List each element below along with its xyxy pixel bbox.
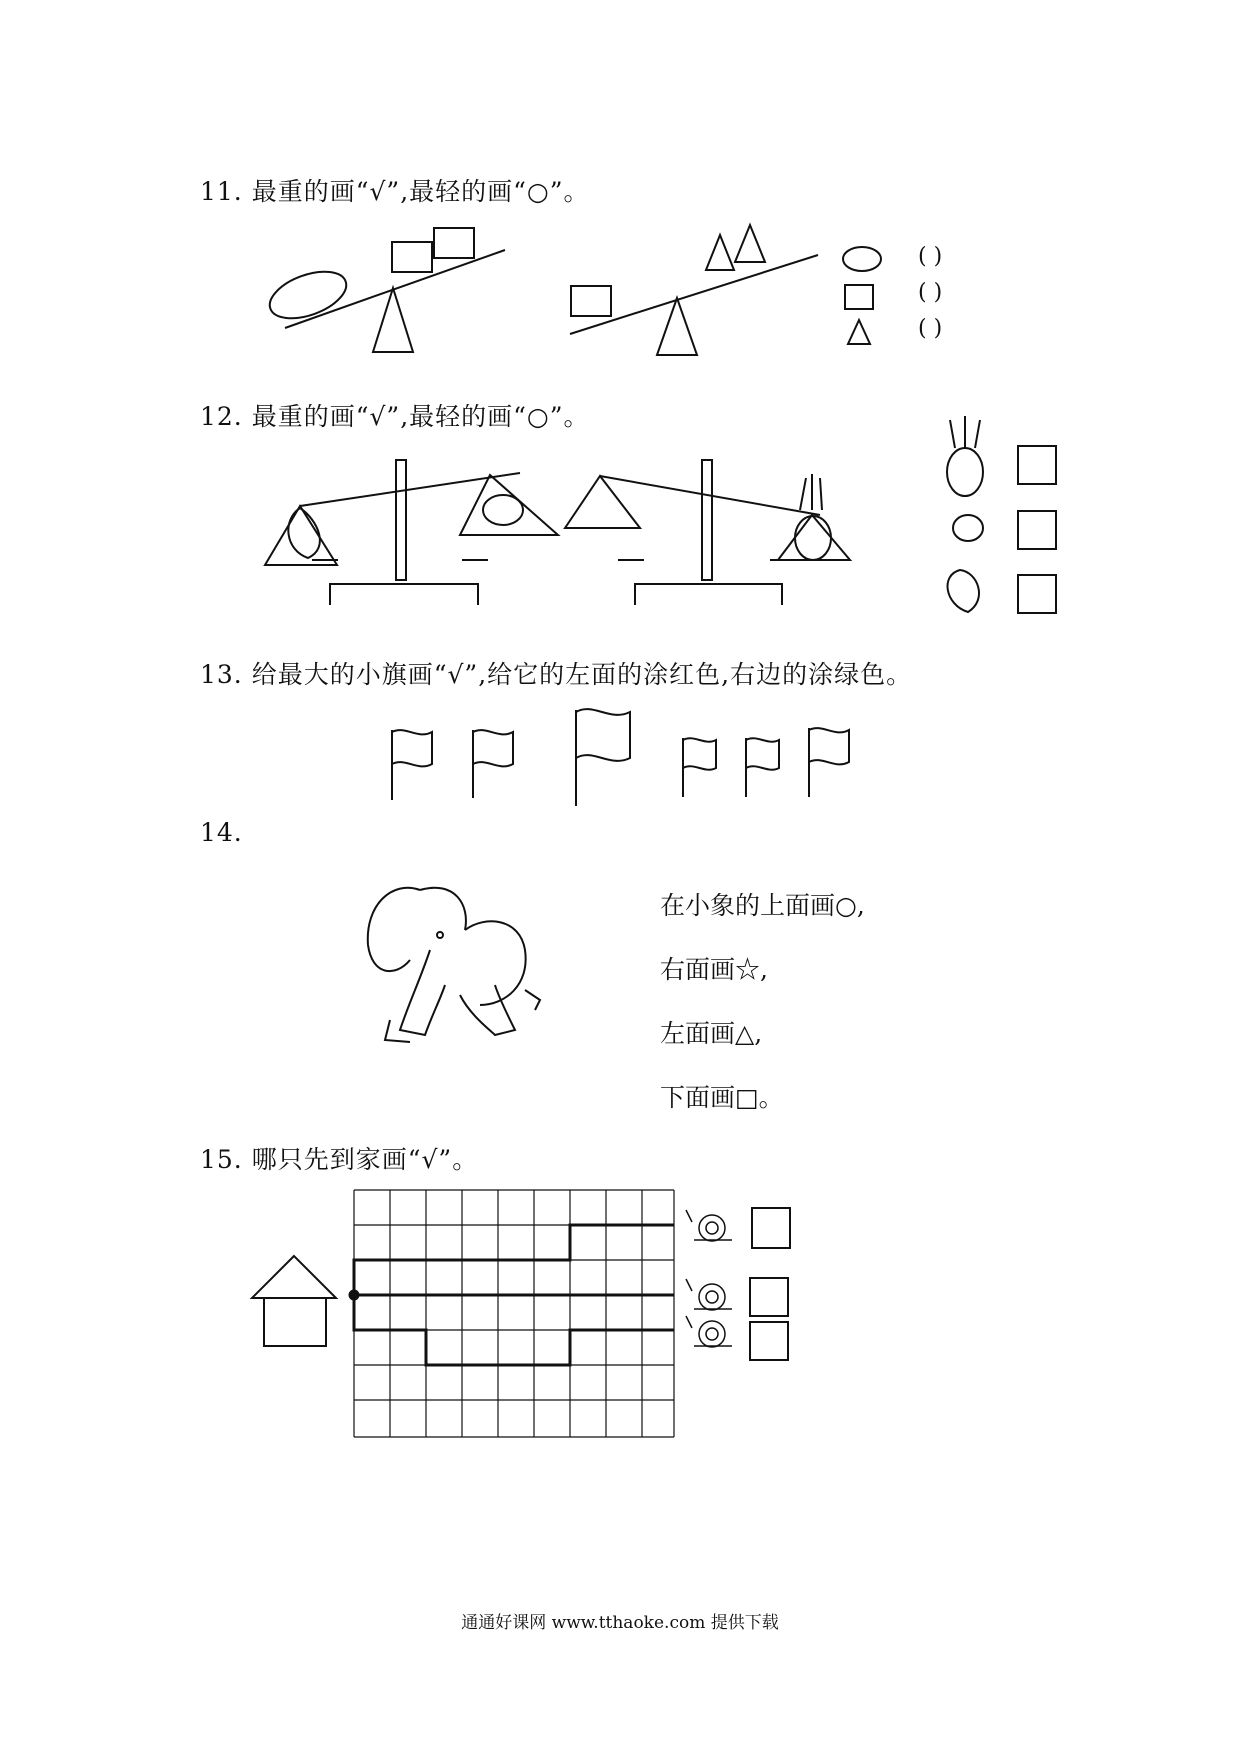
- q14-number: 14.: [200, 818, 243, 847]
- pineapple-legend-icon: [947, 448, 983, 496]
- q12-fruit-legend: [947, 416, 1056, 613]
- q15-paths: [350, 1225, 674, 1365]
- q14-line-2: 右面画☆,: [660, 955, 768, 984]
- q11-seesaw-2: [570, 225, 818, 355]
- q13-text: 13. 给最大的小旗画“√”,给它的左面的涂红色,右边的涂绿色。: [200, 660, 913, 689]
- snail-icon-2: [686, 1279, 732, 1310]
- q15-grid: [354, 1190, 674, 1437]
- flag-6: [809, 728, 849, 797]
- q15-text: 15. 哪只先到家画“√”。: [200, 1145, 479, 1174]
- q11-text: 11. 最重的画“√”,最轻的画“○”。: [200, 177, 590, 206]
- oval-icon: [843, 247, 881, 271]
- q12-answer-box-1: [1018, 446, 1056, 484]
- flag-4: [683, 738, 716, 797]
- q11-answer-paren-2[interactable]: ( ): [918, 280, 943, 305]
- q12-answer-box-2: [1018, 511, 1056, 549]
- snail-icon-3: [686, 1316, 732, 1347]
- square-icon: [845, 285, 873, 309]
- flag-5: [746, 738, 779, 797]
- flag-2: [473, 730, 513, 798]
- q12-answer-box-3: [1018, 575, 1056, 613]
- q15-snails: [686, 1208, 790, 1360]
- q15-answer-box-1: [752, 1208, 790, 1248]
- q15-answer-box-2: [750, 1278, 788, 1316]
- q12-scale-2: [565, 460, 850, 605]
- snail-icon-1: [686, 1210, 732, 1241]
- q11-answer-paren-1[interactable]: ( ): [918, 244, 943, 269]
- pear-icon: [288, 508, 320, 558]
- flag-1: [392, 730, 432, 800]
- q13-flags: [392, 709, 849, 806]
- q12-text: 12. 最重的画“√”,最轻的画“○”。: [200, 402, 590, 431]
- q14-line-1: 在小象的上面画○,: [660, 891, 865, 920]
- triangle-icon: [848, 320, 870, 344]
- q15-house-icon: [252, 1256, 336, 1346]
- elephant-icon: [368, 888, 540, 1042]
- q12-scale-1: [265, 460, 558, 605]
- pear-legend-icon: [948, 570, 980, 612]
- q11-shape-legend: [843, 247, 881, 344]
- q14-line-3: 左面画△,: [660, 1019, 763, 1048]
- flag-3-largest: [576, 709, 630, 806]
- q14-line-4: 下面画□。: [660, 1083, 784, 1112]
- footer: 通通好课网 www.tthaoke.com 提供下载: [461, 1613, 779, 1633]
- q15-answer-box-3: [750, 1322, 788, 1360]
- orange-icon: [483, 495, 523, 525]
- orange-legend-icon: [953, 515, 983, 541]
- q11-seesaw-1: [264, 228, 505, 352]
- q11-answer-paren-3[interactable]: ( ): [918, 316, 943, 341]
- pineapple-icon: [795, 516, 831, 560]
